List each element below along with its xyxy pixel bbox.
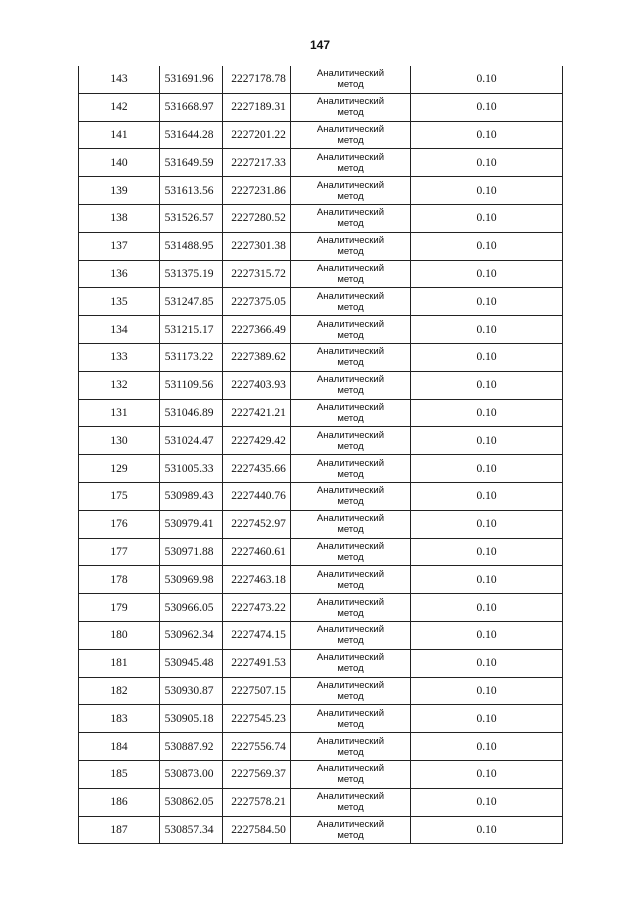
method-cell xyxy=(291,343,411,371)
method-cell xyxy=(291,288,411,316)
x-coordinate-cell: 530969.98 xyxy=(160,566,223,594)
y-coordinate-cell: 2227440.76 xyxy=(223,482,291,510)
point-number-cell: 132 xyxy=(79,371,160,399)
method-line-1: Аналитический xyxy=(316,179,385,191)
point-number-cell: 143 xyxy=(79,66,160,93)
y-coordinate-cell: 2227217.33 xyxy=(223,149,291,177)
method-line-1: Аналитический xyxy=(316,96,385,108)
x-coordinate-cell: 531024.47 xyxy=(160,427,223,455)
table-row xyxy=(79,93,563,121)
y-coordinate-cell: 2227452.97 xyxy=(223,510,291,538)
table-row xyxy=(79,649,563,677)
y-coordinate-cell: 2227178.78 xyxy=(223,66,291,93)
method-line-1: Аналитический xyxy=(316,374,385,386)
point-number-cell: 183 xyxy=(79,705,160,733)
point-number-cell: 141 xyxy=(79,121,160,149)
method-line-1: Аналитический xyxy=(316,540,385,552)
point-number-cell: 133 xyxy=(79,343,160,371)
method-line-2: метод xyxy=(337,579,364,591)
y-coordinate-cell: 2227280.52 xyxy=(223,204,291,232)
accuracy-cell: 0.10 xyxy=(411,510,563,538)
table-row xyxy=(79,538,563,566)
y-coordinate-cell: 2227491.53 xyxy=(223,649,291,677)
method-cell xyxy=(291,788,411,816)
method-cell xyxy=(291,371,411,399)
method-line-2: метод xyxy=(337,273,364,285)
method-line-1: Аналитический xyxy=(316,457,385,469)
accuracy-cell: 0.10 xyxy=(411,316,563,344)
y-coordinate-cell: 2227474.15 xyxy=(223,621,291,649)
x-coordinate-cell: 531644.28 xyxy=(160,121,223,149)
table-row xyxy=(79,482,563,510)
y-coordinate-cell: 2227507.15 xyxy=(223,677,291,705)
method-line-1: Аналитический xyxy=(316,735,385,747)
table-row xyxy=(79,316,563,344)
method-line-2: метод xyxy=(337,79,364,91)
method-cell xyxy=(291,232,411,260)
x-coordinate-cell: 531046.89 xyxy=(160,399,223,427)
table-row xyxy=(79,677,563,705)
x-coordinate-cell: 531613.56 xyxy=(160,177,223,205)
accuracy-cell: 0.10 xyxy=(411,760,563,788)
method-cell xyxy=(291,316,411,344)
method-line-1: Аналитический xyxy=(316,763,385,775)
method-line-1: Аналитический xyxy=(316,262,385,274)
table-row xyxy=(79,66,563,93)
method-cell xyxy=(291,760,411,788)
table-row xyxy=(79,204,563,232)
point-number-cell: 134 xyxy=(79,316,160,344)
y-coordinate-cell: 2227421.21 xyxy=(223,399,291,427)
method-line-1: Аналитический xyxy=(316,68,385,80)
point-number-cell: 184 xyxy=(79,733,160,761)
accuracy-cell: 0.10 xyxy=(411,260,563,288)
y-coordinate-cell: 2227301.38 xyxy=(223,232,291,260)
accuracy-cell: 0.10 xyxy=(411,621,563,649)
y-coordinate-cell: 2227473.22 xyxy=(223,594,291,622)
method-cell xyxy=(291,427,411,455)
x-coordinate-cell: 530966.05 xyxy=(160,594,223,622)
point-number-cell: 181 xyxy=(79,649,160,677)
point-number-cell: 129 xyxy=(79,455,160,483)
y-coordinate-cell: 2227578.21 xyxy=(223,788,291,816)
point-number-cell: 180 xyxy=(79,621,160,649)
accuracy-cell: 0.10 xyxy=(411,733,563,761)
table-row xyxy=(79,760,563,788)
point-number-cell: 130 xyxy=(79,427,160,455)
point-number-cell: 179 xyxy=(79,594,160,622)
y-coordinate-cell: 2227556.74 xyxy=(223,733,291,761)
method-line-2: метод xyxy=(337,496,364,508)
method-line-2: метод xyxy=(337,357,364,369)
accuracy-cell: 0.10 xyxy=(411,788,563,816)
table-row xyxy=(79,177,563,205)
method-line-2: метод xyxy=(337,440,364,452)
method-cell xyxy=(291,177,411,205)
point-number-cell: 175 xyxy=(79,482,160,510)
accuracy-cell: 0.10 xyxy=(411,538,563,566)
method-line-1: Аналитический xyxy=(316,679,385,691)
x-coordinate-cell: 530971.88 xyxy=(160,538,223,566)
method-cell xyxy=(291,705,411,733)
y-coordinate-cell: 2227429.42 xyxy=(223,427,291,455)
method-line-2: метод xyxy=(337,718,364,730)
method-line-2: метод xyxy=(337,829,364,841)
point-number-cell: 131 xyxy=(79,399,160,427)
table-row xyxy=(79,427,563,455)
accuracy-cell: 0.10 xyxy=(411,649,563,677)
method-line-2: метод xyxy=(337,162,364,174)
method-cell xyxy=(291,482,411,510)
table-row xyxy=(79,343,563,371)
point-number-cell: 136 xyxy=(79,260,160,288)
x-coordinate-cell: 530930.87 xyxy=(160,677,223,705)
method-line-2: метод xyxy=(337,635,364,647)
method-line-1: Аналитический xyxy=(316,791,385,803)
accuracy-cell: 0.10 xyxy=(411,149,563,177)
accuracy-cell: 0.10 xyxy=(411,343,563,371)
accuracy-cell: 0.10 xyxy=(411,427,563,455)
coordinates-table-body xyxy=(79,66,563,844)
method-cell xyxy=(291,649,411,677)
accuracy-cell: 0.10 xyxy=(411,677,563,705)
method-cell xyxy=(291,510,411,538)
table-row xyxy=(79,121,563,149)
x-coordinate-cell: 530962.34 xyxy=(160,621,223,649)
point-number-cell: 186 xyxy=(79,788,160,816)
table-row xyxy=(79,371,563,399)
accuracy-cell: 0.10 xyxy=(411,371,563,399)
point-number-cell: 137 xyxy=(79,232,160,260)
point-number-cell: 177 xyxy=(79,538,160,566)
accuracy-cell: 0.10 xyxy=(411,455,563,483)
table-row xyxy=(79,455,563,483)
method-line-2: метод xyxy=(337,774,364,786)
method-line-1: Аналитический xyxy=(316,207,385,219)
method-line-2: метод xyxy=(337,607,364,619)
method-line-1: Аналитический xyxy=(316,707,385,719)
y-coordinate-cell: 2227545.23 xyxy=(223,705,291,733)
y-coordinate-cell: 2227403.93 xyxy=(223,371,291,399)
table-row xyxy=(79,594,563,622)
x-coordinate-cell: 530905.18 xyxy=(160,705,223,733)
page-number: 147 xyxy=(309,38,331,52)
table-row xyxy=(79,566,563,594)
table-row xyxy=(79,149,563,177)
table-row xyxy=(79,399,563,427)
point-number-cell: 140 xyxy=(79,149,160,177)
x-coordinate-cell: 530979.41 xyxy=(160,510,223,538)
y-coordinate-cell: 2227375.05 xyxy=(223,288,291,316)
y-coordinate-cell: 2227189.31 xyxy=(223,93,291,121)
x-coordinate-cell: 531215.17 xyxy=(160,316,223,344)
method-line-2: метод xyxy=(337,218,364,230)
accuracy-cell: 0.10 xyxy=(411,816,563,844)
point-number-cell: 178 xyxy=(79,566,160,594)
x-coordinate-cell: 530873.00 xyxy=(160,760,223,788)
table-row xyxy=(79,260,563,288)
method-line-1: Аналитический xyxy=(316,624,385,636)
accuracy-cell: 0.10 xyxy=(411,204,563,232)
y-coordinate-cell: 2227201.22 xyxy=(223,121,291,149)
method-line-1: Аналитический xyxy=(316,290,385,302)
y-coordinate-cell: 2227569.37 xyxy=(223,760,291,788)
x-coordinate-cell: 530945.48 xyxy=(160,649,223,677)
method-cell xyxy=(291,677,411,705)
method-line-1: Аналитический xyxy=(316,652,385,664)
method-line-2: метод xyxy=(337,468,364,480)
x-coordinate-cell: 531247.85 xyxy=(160,288,223,316)
method-cell xyxy=(291,93,411,121)
method-line-2: метод xyxy=(337,134,364,146)
y-coordinate-cell: 2227463.18 xyxy=(223,566,291,594)
accuracy-cell: 0.10 xyxy=(411,566,563,594)
method-line-2: метод xyxy=(337,190,364,202)
method-line-1: Аналитический xyxy=(316,346,385,358)
method-line-2: метод xyxy=(337,412,364,424)
x-coordinate-cell: 531488.95 xyxy=(160,232,223,260)
table-row xyxy=(79,816,563,844)
accuracy-cell: 0.10 xyxy=(411,705,563,733)
method-line-1: Аналитический xyxy=(316,151,385,163)
method-line-2: метод xyxy=(337,663,364,675)
method-cell xyxy=(291,566,411,594)
method-line-2: метод xyxy=(337,551,364,563)
method-cell xyxy=(291,455,411,483)
table-row xyxy=(79,788,563,816)
x-coordinate-cell: 530989.43 xyxy=(160,482,223,510)
accuracy-cell: 0.10 xyxy=(411,177,563,205)
method-line-2: метод xyxy=(337,385,364,397)
coordinates-table xyxy=(78,66,563,844)
point-number-cell: 139 xyxy=(79,177,160,205)
table-row xyxy=(79,733,563,761)
y-coordinate-cell: 2227584.50 xyxy=(223,816,291,844)
method-line-2: метод xyxy=(337,301,364,313)
method-cell xyxy=(291,594,411,622)
method-cell xyxy=(291,733,411,761)
point-number-cell: 187 xyxy=(79,816,160,844)
method-cell xyxy=(291,816,411,844)
accuracy-cell: 0.10 xyxy=(411,482,563,510)
x-coordinate-cell: 531375.19 xyxy=(160,260,223,288)
x-coordinate-cell: 530887.92 xyxy=(160,733,223,761)
method-line-2: метод xyxy=(337,107,364,119)
y-coordinate-cell: 2227460.61 xyxy=(223,538,291,566)
point-number-cell: 135 xyxy=(79,288,160,316)
method-cell xyxy=(291,538,411,566)
method-cell xyxy=(291,399,411,427)
x-coordinate-cell: 531005.33 xyxy=(160,455,223,483)
table-row xyxy=(79,288,563,316)
x-coordinate-cell: 531109.56 xyxy=(160,371,223,399)
table-row xyxy=(79,705,563,733)
method-line-1: Аналитический xyxy=(316,235,385,247)
method-cell xyxy=(291,260,411,288)
x-coordinate-cell: 530857.34 xyxy=(160,816,223,844)
method-cell xyxy=(291,621,411,649)
accuracy-cell: 0.10 xyxy=(411,232,563,260)
x-coordinate-cell: 531691.96 xyxy=(160,66,223,93)
method-line-1: Аналитический xyxy=(316,485,385,497)
method-line-1: Аналитический xyxy=(316,818,385,830)
table-row xyxy=(79,510,563,538)
method-line-1: Аналитический xyxy=(316,401,385,413)
x-coordinate-cell: 530862.05 xyxy=(160,788,223,816)
y-coordinate-cell: 2227231.86 xyxy=(223,177,291,205)
point-number-cell: 185 xyxy=(79,760,160,788)
accuracy-cell: 0.10 xyxy=(411,594,563,622)
method-line-1: Аналитический xyxy=(316,596,385,608)
x-coordinate-cell: 531668.97 xyxy=(160,93,223,121)
y-coordinate-cell: 2227435.66 xyxy=(223,455,291,483)
table-row xyxy=(79,232,563,260)
x-coordinate-cell: 531173.22 xyxy=(160,343,223,371)
method-line-2: метод xyxy=(337,524,364,536)
method-line-1: Аналитический xyxy=(316,513,385,525)
method-line-2: метод xyxy=(337,746,364,758)
y-coordinate-cell: 2227389.62 xyxy=(223,343,291,371)
method-cell xyxy=(291,66,411,93)
method-line-2: метод xyxy=(337,246,364,258)
method-cell xyxy=(291,204,411,232)
method-line-2: метод xyxy=(337,690,364,702)
x-coordinate-cell: 531649.59 xyxy=(160,149,223,177)
accuracy-cell: 0.10 xyxy=(411,93,563,121)
method-line-1: Аналитический xyxy=(316,429,385,441)
method-line-1: Аналитический xyxy=(316,123,385,135)
x-coordinate-cell: 531526.57 xyxy=(160,204,223,232)
point-number-cell: 176 xyxy=(79,510,160,538)
method-line-2: метод xyxy=(337,329,364,341)
table-row xyxy=(79,621,563,649)
method-cell xyxy=(291,121,411,149)
accuracy-cell: 0.10 xyxy=(411,66,563,93)
method-line-2: метод xyxy=(337,802,364,814)
point-number-cell: 138 xyxy=(79,204,160,232)
accuracy-cell: 0.10 xyxy=(411,288,563,316)
method-line-1: Аналитический xyxy=(316,318,385,330)
method-cell xyxy=(291,149,411,177)
point-number-cell: 182 xyxy=(79,677,160,705)
y-coordinate-cell: 2227366.49 xyxy=(223,316,291,344)
accuracy-cell: 0.10 xyxy=(411,399,563,427)
point-number-cell: 142 xyxy=(79,93,160,121)
accuracy-cell: 0.10 xyxy=(411,121,563,149)
method-line-1: Аналитический xyxy=(316,568,385,580)
y-coordinate-cell: 2227315.72 xyxy=(223,260,291,288)
